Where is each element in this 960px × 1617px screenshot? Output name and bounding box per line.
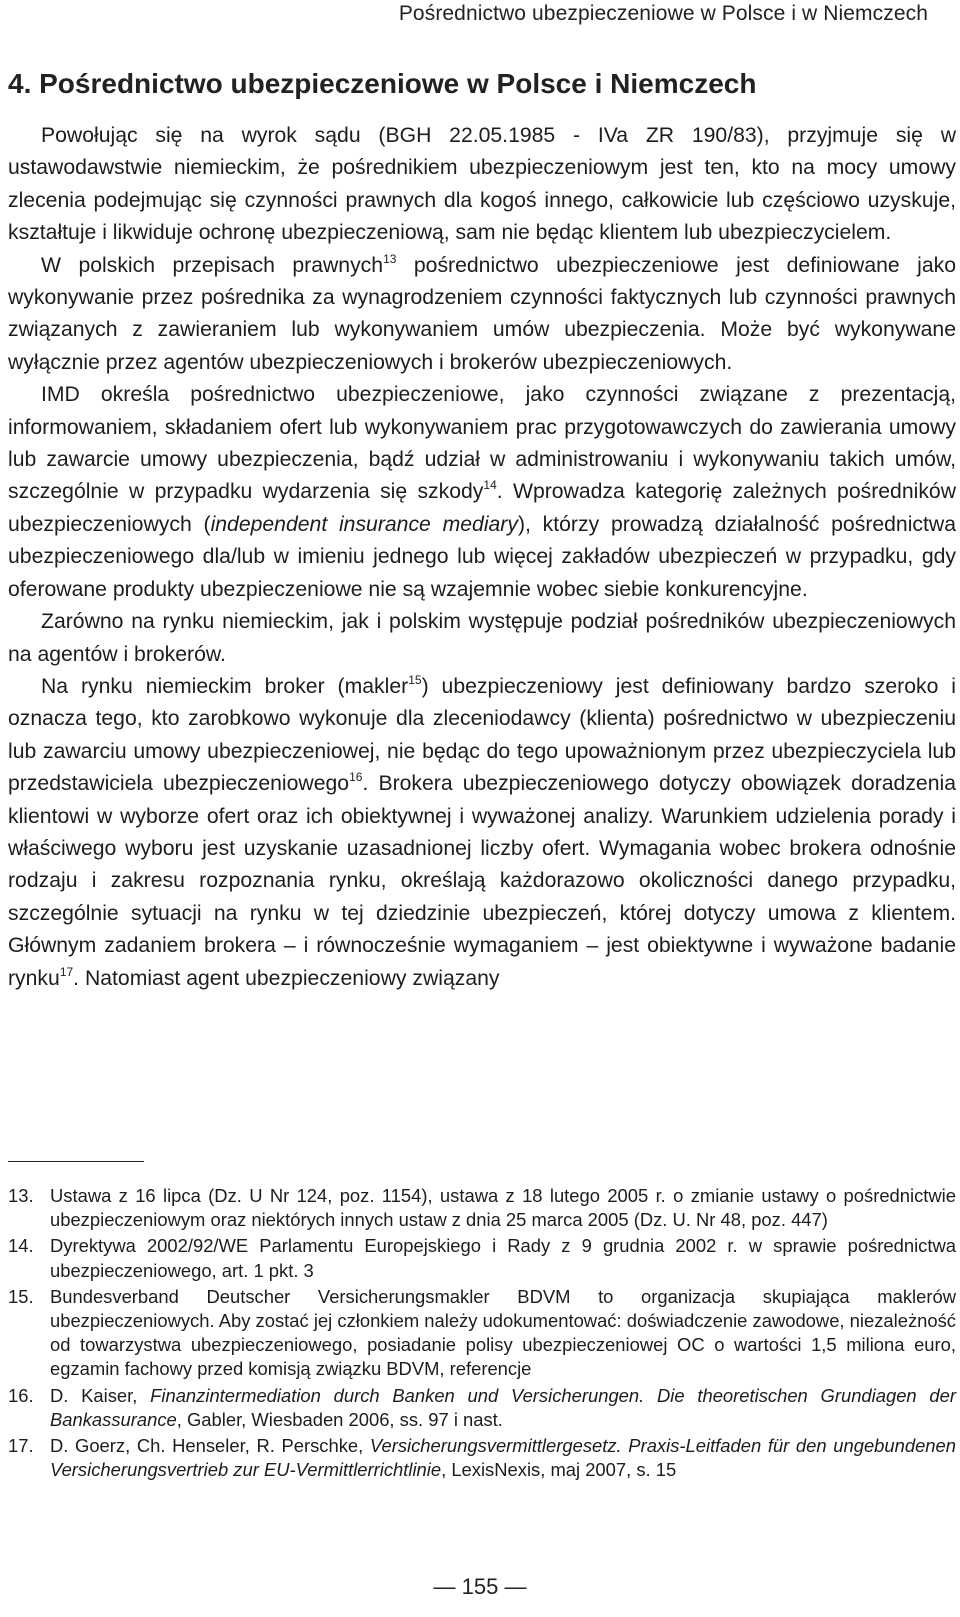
footnote-author: D. Kaiser, <box>50 1384 151 1406</box>
paragraph <box>8 120 956 250</box>
footnotes-list <box>8 1184 956 1484</box>
footnote-text: Dyrektywa 2002/92/WE Parlamentu Europejskiego i Rady z 9 grudnia 2002 r. w sprawie pośrednictwa ubezpieczeniowego, art. 1 pkt. 3 <box>50 1235 956 1281</box>
paragraph <box>8 671 956 995</box>
footnote-ref-13[interactable]: 13 <box>383 251 397 266</box>
section-title: 4. Pośrednictwo ubezpieczeniowe w Polsce i Niemczech <box>8 68 757 99</box>
paragraph-text: Na rynku niemieckim broker (makler <box>41 674 409 698</box>
paragraph-text: Powołując się na wyrok sądu (BGH 22.05.1985 - IVa ZR 190/83), przyjmuje się w ustawodawstwie niemieckim, że pośrednikiem ubezpieczeniowym jest ten, kto na mocy umowy zlecenia podejmując się czynności prawnych dla kogoś innego, całkowicie lub częściowo uzyskuje, kształtuje i likwiduje ochronę ubezpieczeniową, sam nie będąc klientem lub ubezpieczycielem. <box>8 124 956 245</box>
paragraph <box>8 379 956 606</box>
paragraph-text: pośrednictwo ubezpieczeniowe jest definiowane jako wykonywanie przez pośrednika za wynagrodzeniem czynności faktycznych lub czynności prawnych związanych z zawieraniem lub wykonywaniem umów ubezpieczenia. Może być wykonywane wyłącznie przez agentów ubezpieczeniowych i brokerów ubezpieczeniowych. <box>8 253 957 374</box>
paragraph-text: ) ubezpieczeniowy jest definiowany bardzo szeroko i oznacza tego, kto zarobkowo wykonuje dla zleceniodawcy (klienta) pośrednictwo w ubezpieczeniu lub zawarciu umowy ubezpieczeniowej, nie będąc do tego upoważnionym przez ubezpieczyciela lub przedstawiciela ubezpieczeniowego <box>8 674 957 796</box>
footnote-number: 14. <box>8 1235 34 1257</box>
footnote-text: Bundesverband Deutscher Versicherungsmakler BDVM to organizacja skupiająca maklerów ubezpieczeniowych. Aby zostać jej członkiem należy udokumentować: doświadczenie zawodowe, niezależność od towarzystwa ubezpieczeniowego, posiadanie polisy ubezpieczeniowej OC o wartości 1,5 miliona euro, egzamin fachowy przed komisją związku BDVM, referencje <box>50 1285 956 1380</box>
footnote-ref-17[interactable]: 17 <box>59 964 74 979</box>
footnote-text: , LexisNexis, maj 2007, s. 15 <box>441 1459 677 1481</box>
footnote-14 <box>8 1234 956 1282</box>
paragraph-text: . Wprowadza kategorię zależnych pośredników ubezpieczeniowych ( <box>8 480 956 536</box>
paragraph-text: W polskich przepisach prawnych <box>41 253 384 277</box>
footnote-text: Ustawa z 16 lipca (Dz. U Nr 124, poz. 1154), ustawa z 18 lutego 2005 r. o zmianie ustawy o pośrednictwie ubezpieczeniowym oraz niektórych innych ustaw z dnia 25 marca 2005 (Dz. U. Nr 48, poz. 447) <box>50 1185 956 1231</box>
footnote-17 <box>8 1434 956 1482</box>
footnote-ref-16[interactable]: 16 <box>349 770 363 785</box>
running-header: Pośrednictwo ubezpieczeniowe w Polsce i w Niemczech <box>398 2 928 25</box>
paragraph-text: . Brokera ubezpieczeniowego dotyczy obowiązek doradzenia klientowi w wyborze ofert oraz ich obiektywnej i wyważonej analizy. Warunkiem udzielenia porady i właściwego wyboru jest uzyskanie uzasadnionej liczby ofert. Wymagania wobec brokera odnośnie rodzaju i zakresu rozpoznania rynku, określają każdorazowo okoliczności danego przypadku, szczególnie sytuacji na rynku w tej dziedzinie ubezpieczeń, której dotyczy umowa z klientem. Głównym zadaniem brokera – i równocześnie wymaganiem – jest obiektywne i wyważone badanie rynku <box>8 772 956 990</box>
footnote-divider <box>8 1161 144 1162</box>
paragraph-text: IMD określa pośrednictwo ubezpieczeniowe, jako czynności związane z prezentacją, informowaniem, składaniem ofert lub wykonywaniem prac przygotowawczych do zawierania umowy lub zawarcie umowy ubezpieczenia, bądź udział w administrowaniu i wykonywaniu takich umów, szczególnie w przypadku wydarzenia się szkody <box>8 383 956 504</box>
footnote-number: 13. <box>8 1185 34 1206</box>
footnote-15 <box>8 1285 956 1382</box>
paragraph-text: ), którzy prowadzą działalność pośrednictwa ubezpieczeniowego dla/lub w imieniu jednego lub więcej zakładów ubezpieczeń w przypadku, gdy oferowane produkty ubezpieczeniowe nie są wzajemnie wobec siebie konkurencyjne. <box>8 512 956 601</box>
footnote-number: 16. <box>8 1384 34 1406</box>
paragraph <box>8 606 956 671</box>
footnote-text: , Gabler, Wiesbaden 2006, ss. 97 i nast. <box>176 1408 503 1430</box>
footnote-number: 15. <box>8 1285 34 1307</box>
footnote-title: Finanzintermediation durch Banken und Versicherungen. Die theoretischen Grundiagen der Bankassurance <box>50 1384 956 1430</box>
footnote-title: Versicherungsvermittlergesetz. Praxis-Leitfaden für den ungebundenen Versicherungsvertrieb zur EU-Vermittlerrichtlinie <box>50 1435 956 1481</box>
body-text <box>8 120 956 995</box>
page-number: — 155 — <box>433 1574 527 1599</box>
footnote-ref-15[interactable]: 15 <box>408 672 422 687</box>
paragraph <box>8 250 956 380</box>
paragraph-text: Zarówno na rynku niemieckim, jak i polskim występuje podział pośredników ubezpieczeniowych na agentów i brokerów. <box>8 610 956 666</box>
italic-term: independent insurance mediary <box>210 512 518 536</box>
footnote-13 <box>8 1184 956 1232</box>
footnote-number: 17. <box>8 1435 34 1457</box>
paragraph-text: . Natomiast agent ubezpieczeniowy związany <box>73 966 500 990</box>
footnote-author: D. Goerz, Ch. Henseler, R. Perschke, <box>50 1435 370 1457</box>
footnote-ref-14[interactable]: 14 <box>483 478 497 493</box>
footnote-16 <box>8 1384 956 1432</box>
